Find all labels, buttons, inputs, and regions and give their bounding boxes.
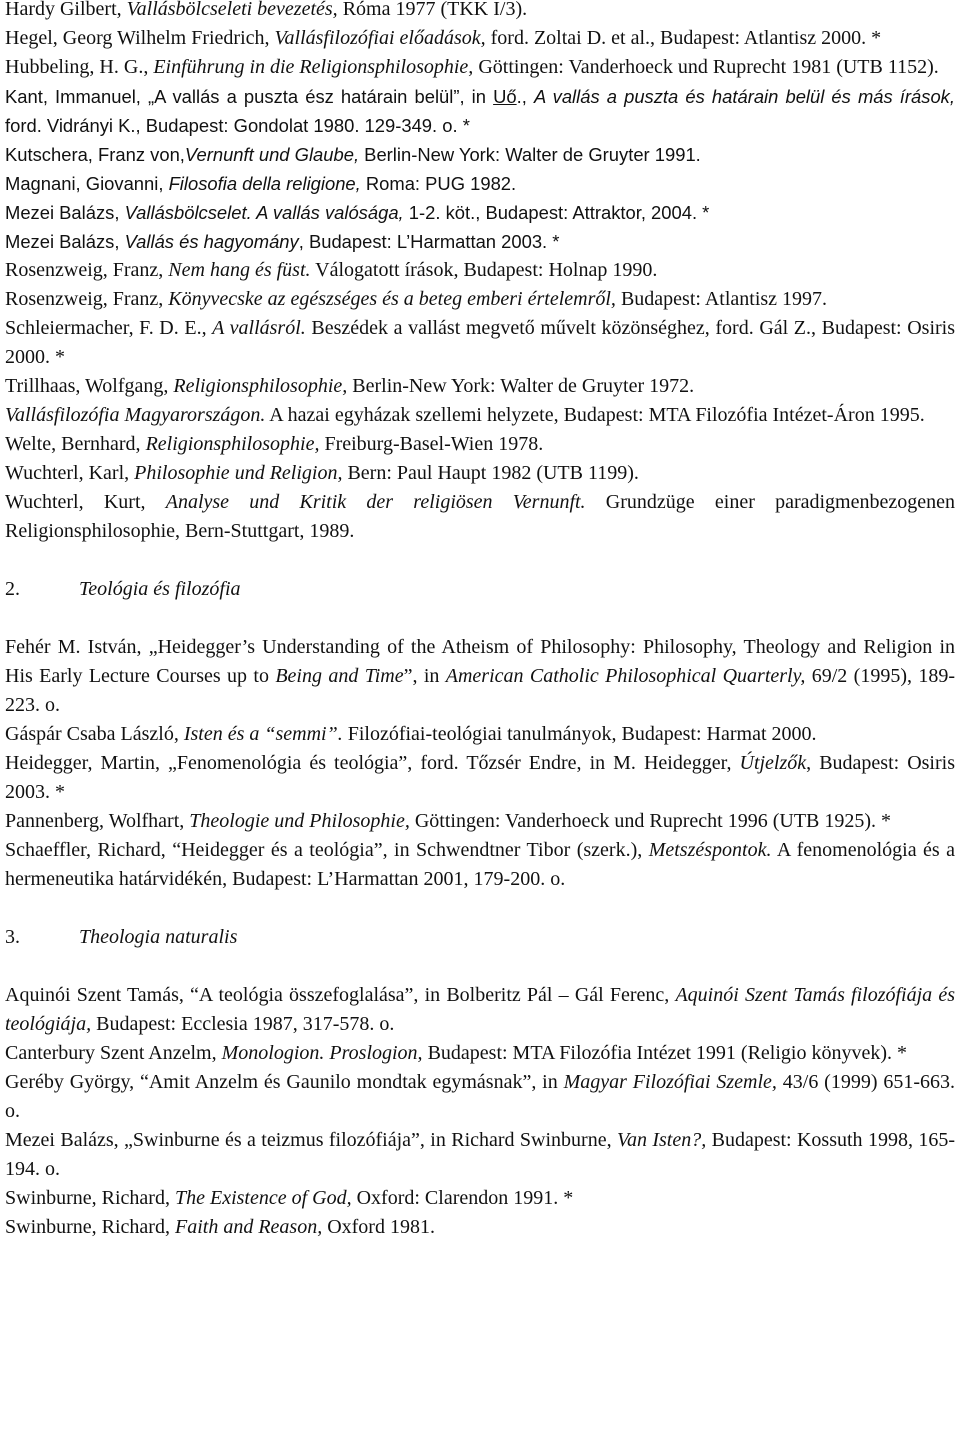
entry-text: Rosenzweig, Franz, [5,259,169,281]
entry-text: Magyar Filozófiai Szemle, [563,1071,777,1093]
section-title: Teológia és filozófia [79,578,241,600]
entry-text: Gáspár Csaba László, [5,723,184,745]
entry-text: ford. Vidrányi K., Budapest: Gondolat 1980. 129-349. o. * [5,115,470,136]
bibliography-page [5,0,955,1242]
entry-text: ”, in [403,665,446,687]
bibliography-entry [5,24,955,53]
section-heading [5,923,955,952]
bibliography-entry [5,749,955,807]
entry-text: Philosophie und Religion, [134,462,343,484]
section-spacer [5,604,955,633]
entry-text: Budapest: MTA Filozófia Intézet 1991 (Religio könyvek). * [422,1042,907,1064]
entry-text: Geréby György, “Amit Anzelm és Gaunilo mondtak egymásnak”, in [5,1071,564,1093]
entry-text: Oxford 1981. [322,1216,435,1238]
bibliography-entry [5,140,955,169]
entry-text: A vallás a puszta és határain belül és más írások, [533,86,955,107]
entry-text: Religionsphilosophie, [173,375,348,397]
bibliography-entry [5,836,955,894]
entry-text: Theologie und Philosophie, [189,810,410,832]
bibliography-entry [5,227,955,256]
entry-text: Roma: PUG 1982. [360,173,517,194]
bibliography-entry [5,0,955,24]
entry-text: Schaeffler, Richard, “Heidegger és a teológia”, in Schwendtner Tibor (szerk.), [5,839,649,861]
bibliography-entry [5,314,955,372]
section-spacer [5,952,955,981]
bibliography-entry [5,981,955,1039]
entry-text: Hardy Gilbert, [5,0,127,20]
entry-text: Rosenzweig, Franz, [5,288,169,310]
entry-text: Kant, Immanuel, „A vallás a puszta ész határain belül”, in [5,86,494,107]
entry-text: Swinburne, Richard, [5,1187,175,1209]
entry-text: Analyse und Kritik der religiösen Vernunft. [165,491,586,513]
entry-text: Trillhaas, Wolfgang, [5,375,174,397]
entry-text: Magnani, Giovanni, [5,173,169,194]
entry-text: Budapest: Atlantisz 1997. [615,288,828,310]
section-heading [5,575,955,604]
bibliography-entry [5,82,955,140]
bibliography-entry [5,169,955,198]
entry-text: Vallás és hagyomány [124,231,299,252]
bibliography-entry [5,1184,955,1213]
entry-text: Religionsphilosophie, [145,433,320,455]
entry-text: Útjelzők [739,752,807,774]
entry-text: , Budapest: Osiris 2003. * [5,752,955,803]
entry-text: Könyvecske az egészséges és a beteg emberi értelemről, [168,288,616,310]
entry-text: Vernunft und Glaube, [184,144,360,165]
entry-text: Vallásbölcseleti bevezetés, [126,0,338,20]
bibliography-entry [5,633,955,720]
entry-text: Fehér M. István, „Heidegger’s Understanding of the Atheism of Philosophy: Philosophy, Theology and Religion in His Early Lecture Courses up to [5,636,955,687]
entry-text: Grundzüge einer paradigmenbezogenen Religionsphilosophie, Bern-Stuttgart, 1989. [5,491,955,542]
entry-text: Berlin-New York: Walter de Gruyter 1972. [347,375,695,397]
entry-text: Válogatott írások, Budapest: Holnap 1990. [310,259,658,281]
bibliography-entry [5,488,955,546]
bibliography-entry [5,430,955,459]
bibliography-entry [5,1213,955,1242]
entry-text: Schleiermacher, F. D. E., [5,317,213,339]
entry-text: Wuchterl, Karl, [5,462,135,484]
entry-text: Van Isten?, [616,1129,707,1151]
entry-text: Beszédek a vallást megvető művelt közönséghez, ford. Gál Z., Budapest: Osiris 2000. * [5,317,955,368]
entry-text: 1-2. köt., Budapest: Attraktor, 2004. * [403,202,710,223]
entry-text: Mezei Balázs, [5,202,125,223]
entry-text: ford. Zoltai D. et al., Budapest: Atlantisz 2000. * [485,27,882,49]
bibliography-entry [5,53,955,82]
entry-text: Kutschera, Franz von, [5,144,185,165]
bibliography-entry [5,285,955,314]
entry-text: 69/2 (1995), 189-223. o. [5,665,955,716]
entry-text: Göttingen: Vanderhoeck und Ruprecht 1996 (UTB 1925). * [409,810,892,832]
entry-text: Heidegger, Martin, „Fenomenológia és teológia”, ford. Tőzsér Endre, in M. Heidegger, [5,752,740,774]
entry-text: Mezei Balázs, [5,231,125,252]
section-number: 2. [5,578,20,600]
bibliography-entry [5,198,955,227]
bibliography-entry [5,1126,955,1184]
entry-text: Freiburg-Basel-Wien 1978. [319,433,544,455]
entry-text: Canterbury Szent Anzelm, [5,1042,222,1064]
entry-text: Pannenberg, Wolfhart, [5,810,190,832]
entry-text: Aquinói Szent Tamás filozófiája és teológiája, [5,984,955,1035]
entry-text: Budapest: Ecclesia 1987, 317-578. o. [91,1013,395,1035]
entry-text: Budapest: Kossuth 1998, 165-194. o. [5,1129,955,1180]
bibliography-entry [5,372,955,401]
bibliography-entry [5,1039,955,1068]
entry-text: American Catholic Philosophical Quarterly, [445,665,806,687]
entry-text: Berlin-New York: Walter de Gruyter 1991. [359,144,701,165]
entry-text: A fenomenológia és a hermeneutika határvidékén, Budapest: L’Harmattan 2001, 179-200. o. [5,839,956,890]
entry-text: Róma 1977 (TKK I/3). [337,0,528,20]
entry-text: Göttingen: Vanderhoeck und Ruprecht 1981 (UTB 1152). [473,56,939,78]
entry-text: Swinburne, Richard, [5,1216,175,1238]
bibliography-entry [5,256,955,285]
section-spacer [5,546,955,575]
entry-text: Filozófiai-teológiai tanulmányok, Budapest: Harmat 2000. [342,723,817,745]
bibliography-entry [5,459,955,488]
section-title: Theologia naturalis [79,926,238,948]
entry-text: A vallásról. [212,317,306,339]
entry-text: A hazai egyházak szellemi helyzete, Budapest: MTA Filozófia Intézet-Áron 1995. [265,404,925,426]
entry-text: The Existence of God, [174,1187,352,1209]
entry-text: Oxford: Clarendon 1991. * [351,1187,574,1209]
section-number: 3. [5,926,20,948]
entry-text: Nem hang és füst. [168,259,311,281]
entry-text: Being and Time [275,665,404,687]
entry-text: Mezei Balázs, „Swinburne és a teizmus filozófiája”, in Richard Swinburne, [5,1129,617,1151]
entry-text: ., [516,86,534,107]
entry-text: Uő [493,86,517,107]
entry-text: Welte, Bernhard, [5,433,146,455]
section-spacer [5,894,955,923]
entry-text: Metszéspontok. [648,839,772,861]
entry-text: Filosofia della religione, [168,173,361,194]
bibliography-entry [5,720,955,749]
entry-text: Vallásfilozófiai előadások, [274,27,486,49]
bibliography-entry [5,807,955,836]
entry-text: Hegel, Georg Wilhelm Friedrich, [5,27,275,49]
entry-text: Faith and Reason, [174,1216,323,1238]
entry-text: Bern: Paul Haupt 1982 (UTB 1199). [342,462,639,484]
entry-text: Einführung in die Religionsphilosophie, [153,56,474,78]
entry-text: Isten és a “semmi”. [183,723,343,745]
bibliography-entry [5,1068,955,1126]
entry-text: Aquinói Szent Tamás, “A teológia összefoglalása”, in Bolberitz Pál – Gál Ferenc, [5,984,676,1006]
entry-text: Monologion. Proslogion, [221,1042,423,1064]
entry-text: , Budapest: L’Harmattan 2003. * [298,231,560,252]
entry-text: Vallásbölcselet. A vallás valósága, [124,202,404,223]
entry-text: 43/6 (1999) 651-663. o. [5,1071,955,1122]
entry-text: Wuchterl, Kurt, [5,491,166,513]
bibliography-entry [5,401,955,430]
entry-text: Vallásfilozófia Magyarországon. [5,404,266,426]
entry-text: Hubbeling, H. G., [5,56,154,78]
